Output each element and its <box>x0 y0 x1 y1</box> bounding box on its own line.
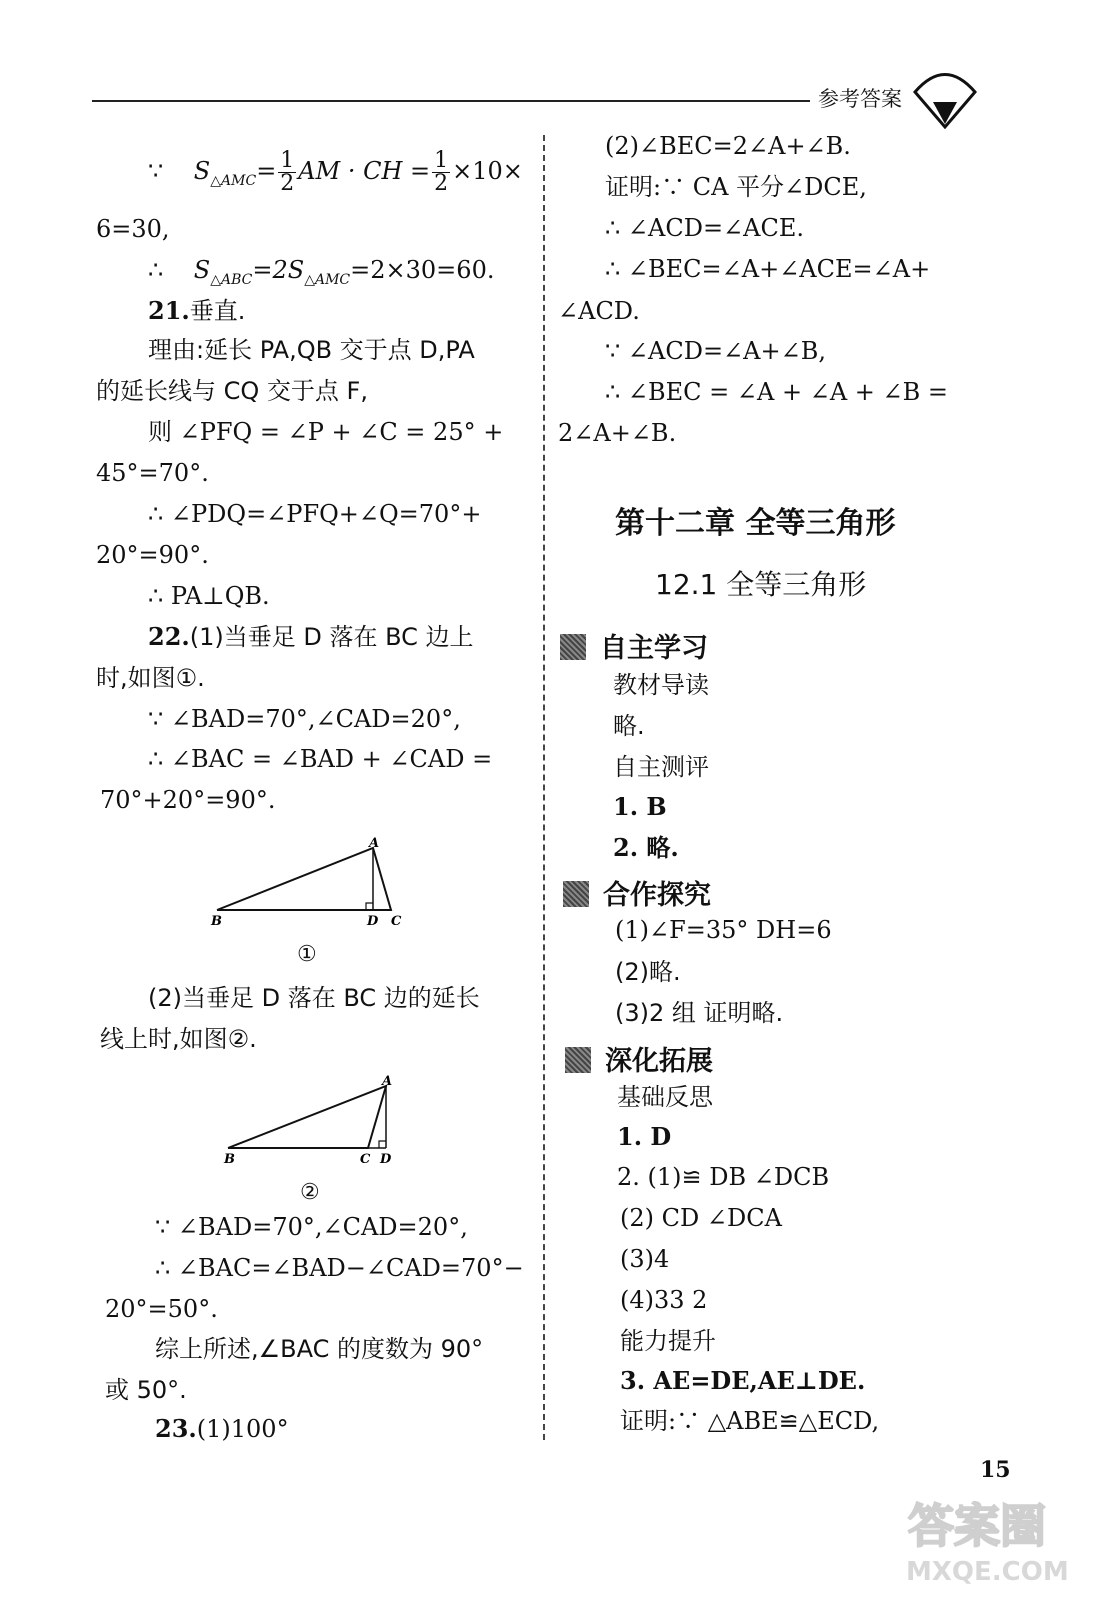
fig2-caption: ② <box>300 1180 320 1205</box>
answer-1: 1. B <box>613 792 667 821</box>
fig1-label-B: B <box>211 914 222 929</box>
q22-line-7: 线上时,如图②. <box>100 1025 257 1053</box>
column-divider <box>543 135 545 1440</box>
shenhua-3: (2) CD ∠DCA <box>620 1204 782 1232</box>
q22-line-2: 时,如图①. <box>96 664 205 692</box>
left-line-2: 6=30, <box>96 215 170 243</box>
right-line-7: ∴ ∠BEC = ∠A + ∠A + ∠B = <box>605 378 948 406</box>
hezuo-3: (3)2 组 证明略. <box>615 999 784 1027</box>
left-line-1: ∵ $S_{\triangle AMC}=$ $\frac{1}{2}$ AM · CH = $\frac{1}{2}$ ×10× <box>148 148 523 196</box>
shenhua-6: 3. AE=DE,AE⊥DE. <box>620 1366 866 1395</box>
figure-1 <box>205 832 415 932</box>
right-line-6: ∵ ∠ACD=∠A+∠B, <box>605 337 826 365</box>
shenhua-7: 证明:∵ △ABE≌△ECD, <box>620 1407 880 1435</box>
header-rule <box>92 100 810 102</box>
q22-line-1: 22.(1)当垂足 D 落在 BC 边上 <box>148 622 474 651</box>
watermark-logo-icon <box>900 1480 1090 1590</box>
q21-line-3: 则 ∠PFQ = ∠P + ∠C = 25° + <box>148 418 504 446</box>
heading-marker-icon <box>560 634 586 660</box>
hezuo-2: (2)略. <box>615 958 681 986</box>
fig2-right-angle-mark <box>379 1141 386 1148</box>
hezuo-1: (1)∠F=35° DH=6 <box>615 916 832 944</box>
q21-answer: 21.垂直. <box>148 296 246 325</box>
watermark-bottom: MXQE.COM <box>906 1557 1069 1587</box>
chapter-title: 第十二章 全等三角形 <box>615 506 896 541</box>
fig1-label-C: C <box>391 914 402 929</box>
text-lue-1: 略. <box>613 712 645 740</box>
right-line-5: ∠ACD. <box>558 297 640 325</box>
q22-line-5: 70°+20°=90°. <box>100 786 276 814</box>
shenhua-4: (3)4 <box>620 1245 670 1273</box>
q21-line-4: 45°=70°. <box>96 459 209 487</box>
heading-zizhu: 自主学习 <box>560 626 708 665</box>
right-line-8: 2∠A+∠B. <box>558 419 677 447</box>
right-line-1: (2)∠BEC=2∠A+∠B. <box>605 132 851 160</box>
q21-line-1: 理由:延长 PA,QB 交于点 D,PA <box>148 336 475 364</box>
fig2-triangle <box>228 1086 386 1148</box>
fig1-label-A: A <box>369 836 380 851</box>
q22-line-12: 或 50°. <box>105 1376 187 1404</box>
page-number: 15 <box>980 1457 1011 1483</box>
label-ceping: 自主测评 <box>613 753 709 781</box>
watermark-top: 答案圈 <box>908 1499 1046 1553</box>
fig1-label-D: D <box>367 914 379 929</box>
q21-line-2: 的延长线与 CQ 交于点 F, <box>96 377 368 405</box>
fig1-triangle <box>217 848 391 910</box>
fraction-half-2: $\frac{1}{2}$ <box>434 148 449 196</box>
q21-line-5: ∴ ∠PDQ=∠PFQ+∠Q=70°+ <box>148 500 482 528</box>
q22-line-6: (2)当垂足 D 落在 BC 边的延长 <box>148 984 480 1012</box>
fig2-label-D: D <box>380 1152 392 1167</box>
shenhua-1: 1. D <box>617 1122 672 1151</box>
label-jiaocai: 教材导读 <box>613 671 709 699</box>
heading-shenhua: 深化拓展 <box>565 1039 713 1078</box>
q21-line-7: ∴ PA⊥QB. <box>148 582 270 610</box>
fig2-label-B: B <box>224 1152 235 1167</box>
q22-line-3: ∵ ∠BAD=70°,∠CAD=20°, <box>148 705 461 733</box>
right-line-3: ∴ ∠ACD=∠ACE. <box>605 214 805 242</box>
q22-line-11: 综上所述,∠BAC 的度数为 90° <box>155 1335 484 1363</box>
q21-line-6: 20°=90°. <box>96 541 209 569</box>
answer-2: 2. 略. <box>613 833 679 862</box>
heading-hezuo: 合作探究 <box>563 873 711 912</box>
shenhua-2: 2. (1)≌ DB ∠DCB <box>617 1163 830 1191</box>
figure-2 <box>220 1072 420 1167</box>
q22-line-4: ∴ ∠BAC = ∠BAD + ∠CAD = <box>148 745 493 773</box>
label-nengli: 能力提升 <box>620 1327 716 1355</box>
right-line-4: ∴ ∠BEC=∠A+∠ACE=∠A+ <box>605 255 931 283</box>
section-title: 12.1 全等三角形 <box>655 568 867 601</box>
shenhua-5: (4)33 2 <box>620 1286 708 1314</box>
right-line-2: 证明:∵ CA 平分∠DCE, <box>605 173 867 201</box>
fraction-half-1: $\frac{1}{2}$ <box>280 148 295 196</box>
fig2-label-C: C <box>360 1152 371 1167</box>
heading-marker-icon <box>563 881 589 907</box>
q22-line-10: 20°=50°. <box>105 1295 218 1323</box>
label-jichu: 基础反思 <box>617 1083 713 1111</box>
q23-line-1: 23.(1)100° <box>155 1414 289 1443</box>
school-logo-icon <box>905 62 985 132</box>
fig1-caption: ① <box>297 942 317 967</box>
fig1-right-angle-mark <box>366 903 373 910</box>
fig2-label-A: A <box>382 1074 393 1089</box>
header-title: 参考答案 <box>818 87 902 111</box>
q22-line-9: ∴ ∠BAC=∠BAD−∠CAD=70°− <box>155 1254 524 1282</box>
left-line-3: ∴ $S_{\triangle ABC}=2S_{\triangle AMC}=2\times 30=60$. <box>148 256 495 288</box>
q22-line-8: ∵ ∠BAD=70°,∠CAD=20°, <box>155 1213 468 1241</box>
heading-marker-icon <box>565 1047 591 1073</box>
